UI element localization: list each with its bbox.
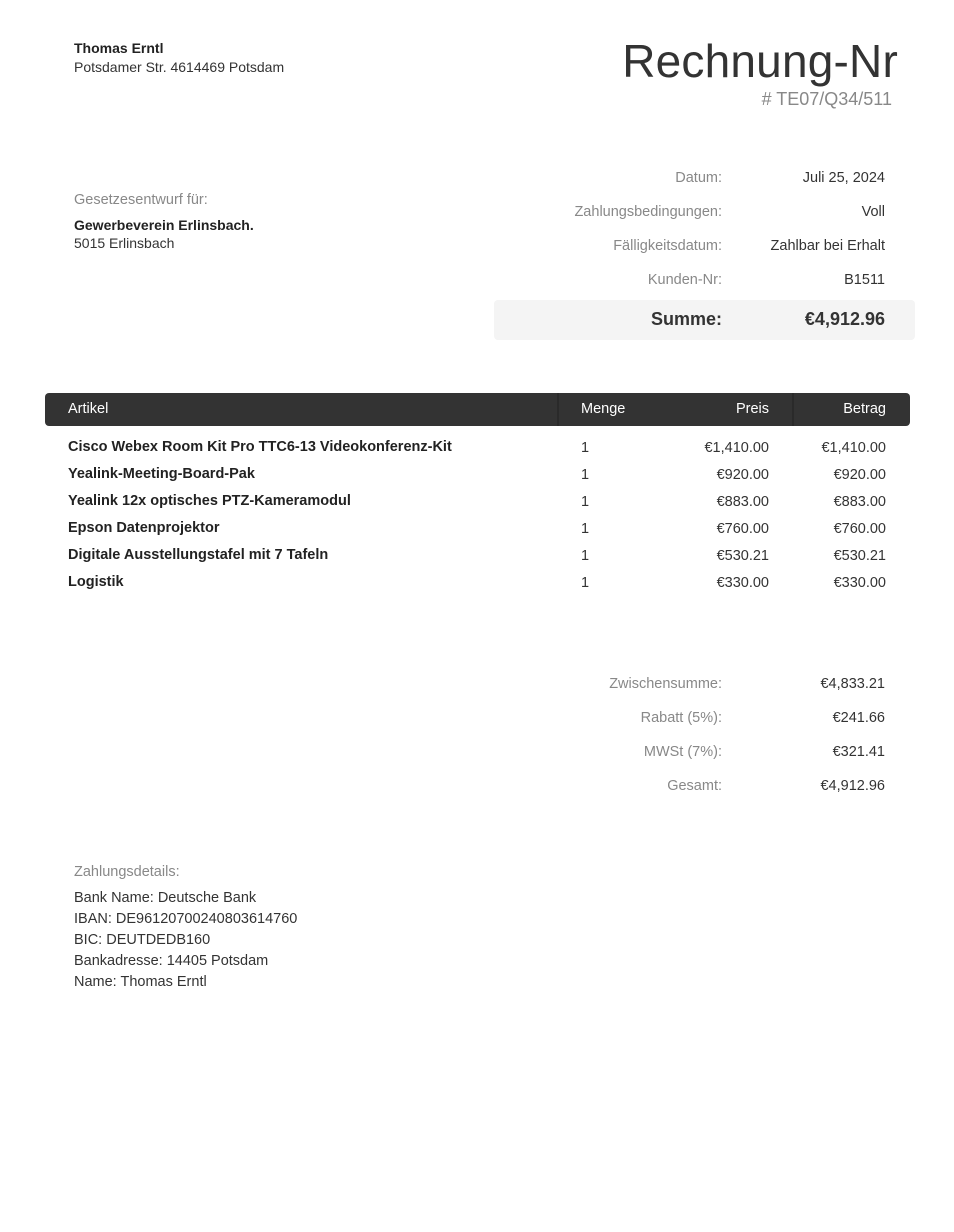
payment-details xyxy=(74,862,297,993)
item-price: €1,410.00 xyxy=(704,440,769,456)
table-row xyxy=(45,570,910,597)
header-amount: Betrag xyxy=(843,401,886,417)
bill-to-company: Gewerbeverein Erlinsbach. xyxy=(74,217,254,233)
totals-label: Zwischensumme: xyxy=(609,676,722,692)
totals-row-total xyxy=(494,769,915,803)
payment-bank-name: Bank Name: Deutsche Bank xyxy=(74,890,257,906)
bill-to-address: 5015 Erlinsbach xyxy=(74,235,175,251)
item-article: Logistik xyxy=(68,574,124,590)
totals-label: Rabatt (5%): xyxy=(640,710,722,726)
item-amount: €330.00 xyxy=(833,575,886,591)
header-article: Artikel xyxy=(68,401,109,417)
meta-label: Zahlungsbedingungen: xyxy=(574,204,722,220)
totals-row-discount xyxy=(494,701,915,735)
totals-label: MWSt (7%): xyxy=(643,744,722,760)
table-row xyxy=(45,489,910,516)
item-quantity: 1 xyxy=(581,548,590,564)
payment-label: Zahlungsdetails: xyxy=(74,864,180,880)
item-article: Yealink 12x optisches PTZ-Kameramodul xyxy=(68,493,351,509)
meta-label: Kunden-Nr: xyxy=(647,272,722,288)
payment-account-name: Name: Thomas Erntl xyxy=(74,974,207,990)
bill-to-label: Gesetzesentwurf für: xyxy=(74,192,208,208)
totals-block xyxy=(494,667,915,803)
item-price: €530.21 xyxy=(716,548,769,564)
payment-iban: IBAN: DE96120700240803614760 xyxy=(74,911,298,927)
meta-row-customer-number xyxy=(494,264,915,298)
totals-label: Gesamt: xyxy=(667,778,722,794)
summary-label: Summe: xyxy=(650,309,722,329)
item-quantity: 1 xyxy=(581,494,590,510)
item-article: Digitale Ausstellungstafel mit 7 Tafeln xyxy=(68,547,329,563)
meta-value: Zahlbar bei Erhalt xyxy=(770,238,885,254)
item-quantity: 1 xyxy=(581,521,590,537)
item-article: Epson Datenprojektor xyxy=(68,520,220,536)
bill-to-block xyxy=(74,191,254,252)
totals-value: €4,833.21 xyxy=(820,676,885,692)
item-quantity: 1 xyxy=(581,440,590,456)
items-table-body xyxy=(45,435,910,597)
summary-value: €4,912.96 xyxy=(804,309,885,329)
item-quantity: 1 xyxy=(581,467,590,483)
header-divider xyxy=(557,393,559,426)
item-price: €883.00 xyxy=(716,494,769,510)
meta-row-terms xyxy=(494,196,915,230)
item-price: €920.00 xyxy=(716,467,769,483)
item-price: €760.00 xyxy=(716,521,769,537)
table-row xyxy=(45,462,910,489)
meta-label: Datum: xyxy=(675,170,722,186)
sender-name: Thomas Erntl xyxy=(74,40,164,56)
payment-bank-address: Bankadresse: 14405 Potsdam xyxy=(74,953,269,969)
totals-value: €321.41 xyxy=(832,744,885,760)
meta-value: Juli 25, 2024 xyxy=(802,170,885,186)
sender-block xyxy=(74,39,284,77)
item-amount: €530.21 xyxy=(833,548,886,564)
item-article: Cisco Webex Room Kit Pro TTC6-13 Videokonferenz-Kit xyxy=(68,439,452,455)
totals-row-vat xyxy=(494,735,915,769)
meta-row-due-date xyxy=(494,230,915,264)
header-price: Preis xyxy=(735,401,769,417)
totals-row-subtotal xyxy=(494,667,915,701)
table-row xyxy=(45,516,910,543)
item-amount: €920.00 xyxy=(833,467,886,483)
items-table-header xyxy=(45,393,910,426)
meta-row-date xyxy=(494,162,915,196)
summary-box xyxy=(494,300,915,340)
header-divider xyxy=(792,393,794,426)
item-amount: €1,410.00 xyxy=(821,440,886,456)
item-amount: €883.00 xyxy=(833,494,886,510)
invoice-number: # TE07/Q34/511 xyxy=(761,89,892,109)
header-quantity: Menge xyxy=(581,401,626,417)
totals-value: €4,912.96 xyxy=(820,778,885,794)
payment-bic: BIC: DEUTDEDB160 xyxy=(74,932,211,948)
meta-label: Fälligkeitsdatum: xyxy=(613,238,722,254)
table-row xyxy=(45,543,910,570)
item-amount: €760.00 xyxy=(833,521,886,537)
invoice-title: Rechnung-Nr xyxy=(622,35,898,87)
table-row xyxy=(45,435,910,462)
item-quantity: 1 xyxy=(581,575,590,591)
totals-value: €241.66 xyxy=(832,710,885,726)
meta-value: B1511 xyxy=(844,272,885,288)
item-price: €330.00 xyxy=(716,575,769,591)
invoice-meta xyxy=(494,162,915,340)
item-article: Yealink-Meeting-Board-Pak xyxy=(68,466,255,482)
sender-address: Potsdamer Str. 4614469 Potsdam xyxy=(74,59,285,75)
meta-value: Voll xyxy=(861,204,885,220)
